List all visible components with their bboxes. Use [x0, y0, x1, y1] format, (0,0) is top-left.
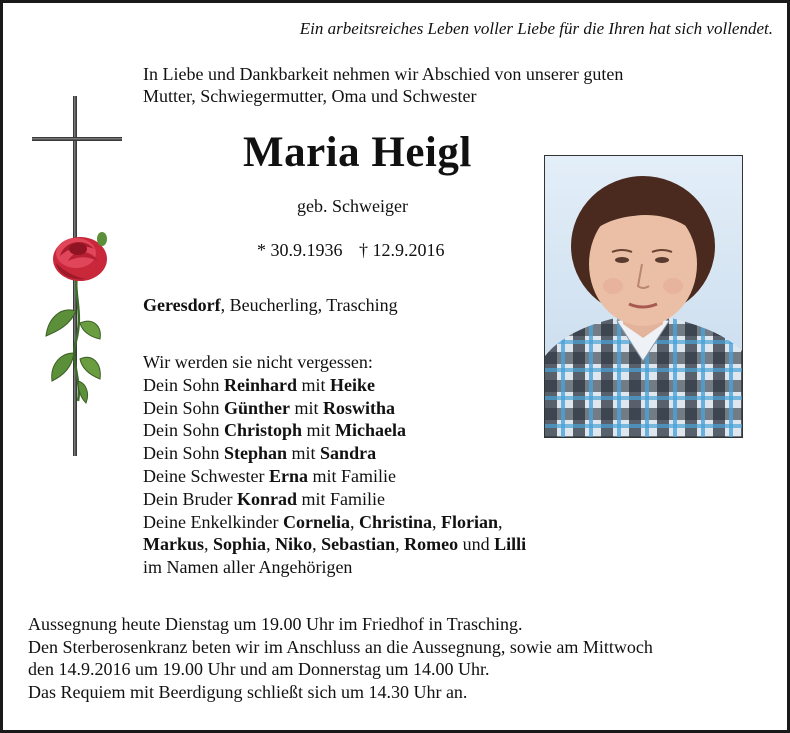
list-item: Dein Sohn Christoph mit Michaela	[143, 420, 407, 441]
portrait-image	[545, 156, 742, 437]
birth-name: geb. Schweiger	[297, 196, 408, 216]
list-item: Dein Sohn Reinhard mit Heike	[143, 374, 376, 395]
place-main: Geresdorf	[143, 295, 221, 315]
remember-line: Wir werden sie nicht vergessen:	[143, 352, 373, 372]
death-date: † 12.9.2016	[359, 240, 445, 260]
intro-line: In Liebe und Dankbarkeit nehmen wir Abschied von unserer guten	[143, 64, 624, 84]
intro-text	[143, 63, 623, 107]
grandchildren-line-1: Deine Enkelkinder Cornelia, Christina, Florian,	[143, 511, 503, 532]
list-item: Dein Sohn Günther mit Roswitha	[143, 397, 396, 418]
place-others: , Beucherling, Trasching	[220, 295, 398, 315]
birth-date: * 30.9.1936	[257, 240, 343, 260]
places	[143, 295, 398, 316]
footer-line: den 14.9.2016 um 19.00 Uhr und am Donnerstag um 14.00 Uhr.	[28, 659, 490, 679]
motto: Ein arbeitsreiches Leben voller Liebe für die Ihren hat sich vollendet.	[299, 19, 773, 38]
footer-line: Aussegnung heute Dienstag um 19.00 Uhr im Friedhof in Trasching.	[28, 614, 523, 634]
life-dates	[257, 240, 457, 261]
list-item: Dein Sohn Stephan mit Sandra	[143, 443, 377, 464]
closing-line: im Namen aller Angehörigen	[143, 557, 353, 578]
cross-with-rose-icon	[28, 91, 128, 461]
footer-line: Das Requiem mit Beerdigung schließt sich um 14.30 Uhr an.	[28, 681, 468, 702]
grandchildren-line-2: Markus, Sophia, Niko, Sebastian, Romeo und Lilli	[143, 534, 527, 555]
list-item: Dein Bruder Konrad mit Familie	[143, 488, 385, 509]
list-item: Deine Schwester Erna mit Familie	[143, 465, 396, 486]
intro-line: Mutter, Schwiegermutter, Oma und Schwester	[143, 86, 477, 106]
portrait-photo	[544, 155, 743, 438]
deceased-name: Maria Heigl	[243, 129, 472, 176]
mourners-list	[143, 351, 526, 579]
footer-line: Den Sterberosenkranz beten wir im Anschluss an die Aussegnung, sowie am Mittwoch	[28, 636, 653, 657]
service-details	[28, 613, 653, 703]
